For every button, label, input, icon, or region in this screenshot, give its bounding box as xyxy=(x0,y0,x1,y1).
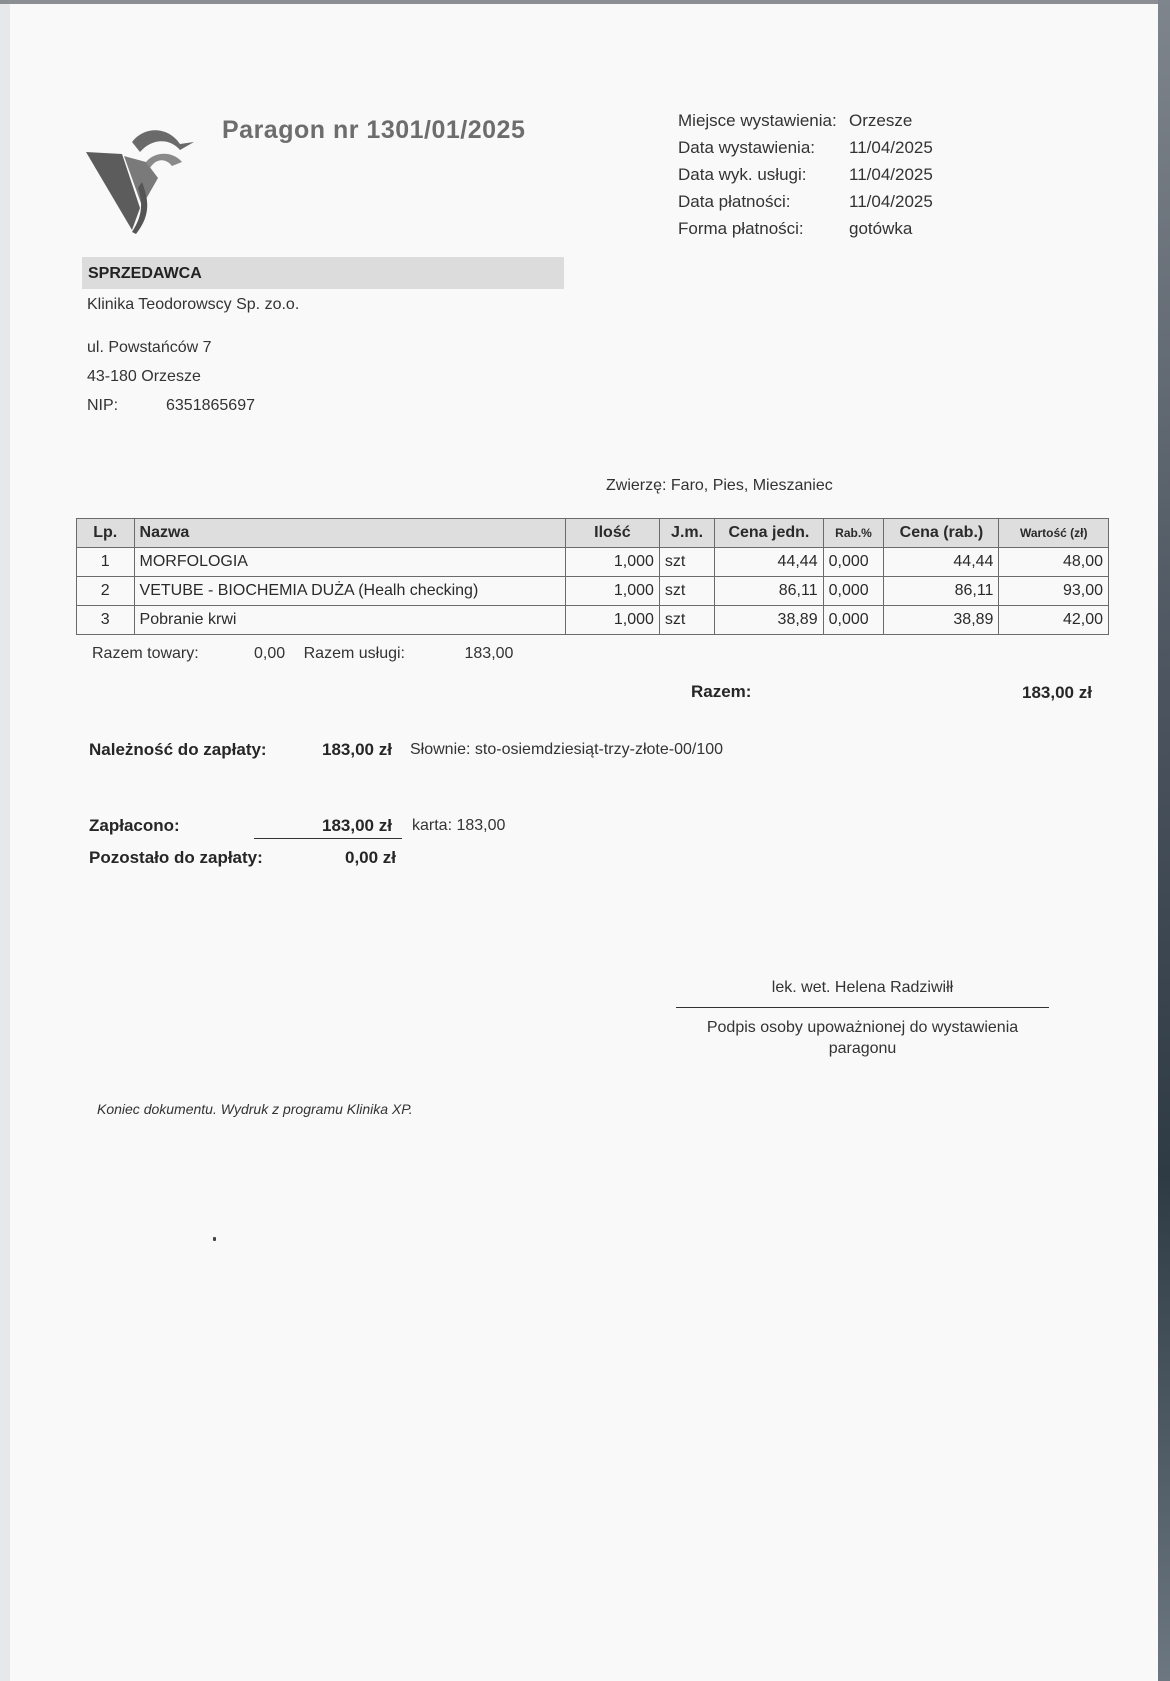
amount-in-words: Słownie: sto-osiemdziesiąt-trzy-złote-00/100 xyxy=(410,741,724,758)
seller-name: Klinika Teodorowscy Sp. zo.o. xyxy=(87,296,300,313)
header-name: Nazwa xyxy=(134,519,565,548)
cell-discount: 0,000 xyxy=(823,548,884,577)
cell-unit: szt xyxy=(659,548,714,577)
meta-label: Data wyk. usługi: xyxy=(678,164,807,184)
cell-lp: 2 xyxy=(77,577,135,606)
signature-caption xyxy=(696,1017,1029,1059)
receipt-page xyxy=(0,4,1158,1681)
seller-city: 43-180 Orzesze xyxy=(87,368,201,385)
items-table xyxy=(76,518,1109,635)
meta-row-issue-date xyxy=(678,134,933,161)
cell-discounted-price: 38,89 xyxy=(884,606,999,635)
cell-discounted-price: 44,44 xyxy=(884,548,999,577)
signature-line xyxy=(676,1007,1049,1008)
grand-total-value: 183,00 zł xyxy=(1022,683,1092,702)
signer-name: lek. wet. Helena Radziwiłł xyxy=(771,979,954,996)
meta-value: 11/04/2025 xyxy=(849,164,933,184)
services-total-label: Razem usługi: xyxy=(303,645,405,662)
meta-row-payment-date xyxy=(678,188,933,215)
header-discounted-price: Cena (rab.) xyxy=(884,519,999,548)
remaining-label: Pozostało do zapłaty: xyxy=(89,848,263,867)
header-unit: J.m. xyxy=(659,519,714,548)
cell-qty: 1,000 xyxy=(565,548,659,577)
meta-row-service-date xyxy=(678,161,933,188)
cell-lp: 3 xyxy=(77,606,135,635)
header-discount: Rab.% xyxy=(823,519,884,548)
cell-discounted-price: 86,11 xyxy=(884,577,999,606)
cell-qty: 1,000 xyxy=(565,577,659,606)
cell-qty: 1,000 xyxy=(565,606,659,635)
cell-discount: 0,000 xyxy=(823,577,884,606)
cell-unit-price: 86,11 xyxy=(715,577,823,606)
table-header-row xyxy=(77,519,1109,548)
cell-value: 42,00 xyxy=(999,606,1109,635)
cell-unit: szt xyxy=(659,606,714,635)
receipt-title: Paragon nr 1301/01/2025 xyxy=(222,116,526,144)
paid-value: 183,00 zł xyxy=(322,816,392,835)
paid-label: Zapłacono: xyxy=(89,816,180,835)
table-row xyxy=(77,606,1109,635)
table-row xyxy=(77,548,1109,577)
ink-speck xyxy=(213,1237,216,1241)
header-unit-price: Cena jedn. xyxy=(715,519,823,548)
signature-caption-line1: Podpis osoby upoważnionej do wystawienia xyxy=(706,1019,1019,1036)
paid-underline xyxy=(254,838,402,839)
meta-row-place xyxy=(678,107,933,134)
meta-row-payment-form xyxy=(678,215,933,242)
cell-value: 48,00 xyxy=(999,548,1109,577)
cell-name: Pobranie krwi xyxy=(134,606,565,635)
grand-total-label: Razem: xyxy=(691,682,752,701)
meta-label: Data płatności: xyxy=(678,191,791,211)
meta-label: Forma płatności: xyxy=(678,218,804,238)
header-lp: Lp. xyxy=(77,519,135,548)
signature-caption-line2: paragonu xyxy=(828,1040,897,1057)
seller-nip xyxy=(87,397,255,415)
cell-unit: szt xyxy=(659,577,714,606)
meta-value: 11/04/2025 xyxy=(849,191,933,211)
header-qty: Ilość xyxy=(565,519,659,548)
goods-total-label: Razem towary: xyxy=(92,645,199,662)
header-value: Wartość (zł) xyxy=(999,519,1109,548)
cell-lp: 1 xyxy=(77,548,135,577)
meta-value: Orzesze xyxy=(849,110,913,130)
meta-label: Data wystawienia: xyxy=(678,137,816,157)
issue-details xyxy=(678,107,933,242)
paid-method: karta: 183,00 xyxy=(412,817,506,834)
table-row xyxy=(77,577,1109,606)
services-total-value: 183,00 xyxy=(464,645,514,662)
seller-heading: SPRZEDAWCA xyxy=(82,257,564,289)
nip-label: NIP: xyxy=(87,397,119,414)
goods-services-totals xyxy=(92,645,513,663)
cell-name: VETUBE - BIOCHEMIA DUŻA (Healh checking) xyxy=(134,577,565,606)
seller-street: ul. Powstańców 7 xyxy=(87,339,212,356)
remaining-value: 0,00 zł xyxy=(345,848,397,867)
amount-due-value: 183,00 zł xyxy=(322,740,392,759)
meta-value: gotówka xyxy=(849,218,913,238)
amount-due-label: Należność do zapłaty: xyxy=(89,740,267,759)
cell-discount: 0,000 xyxy=(823,606,884,635)
cell-value: 93,00 xyxy=(999,577,1109,606)
nip-value: 6351865697 xyxy=(166,397,255,414)
goods-total-value: 0,00 xyxy=(254,645,286,662)
cell-unit-price: 38,89 xyxy=(715,606,823,635)
cell-unit-price: 44,44 xyxy=(715,548,823,577)
document-footer: Koniec dokumentu. Wydruk z programu Klinika XP. xyxy=(97,1101,413,1117)
clinic-logo-icon xyxy=(82,122,200,238)
meta-value: 11/04/2025 xyxy=(849,137,933,157)
animal-info: Zwierzę: Faro, Pies, Mieszaniec xyxy=(606,477,833,494)
meta-label: Miejsce wystawienia: xyxy=(678,110,837,130)
cell-name: MORFOLOGIA xyxy=(134,548,565,577)
scan-right-edge xyxy=(1158,0,1170,1681)
